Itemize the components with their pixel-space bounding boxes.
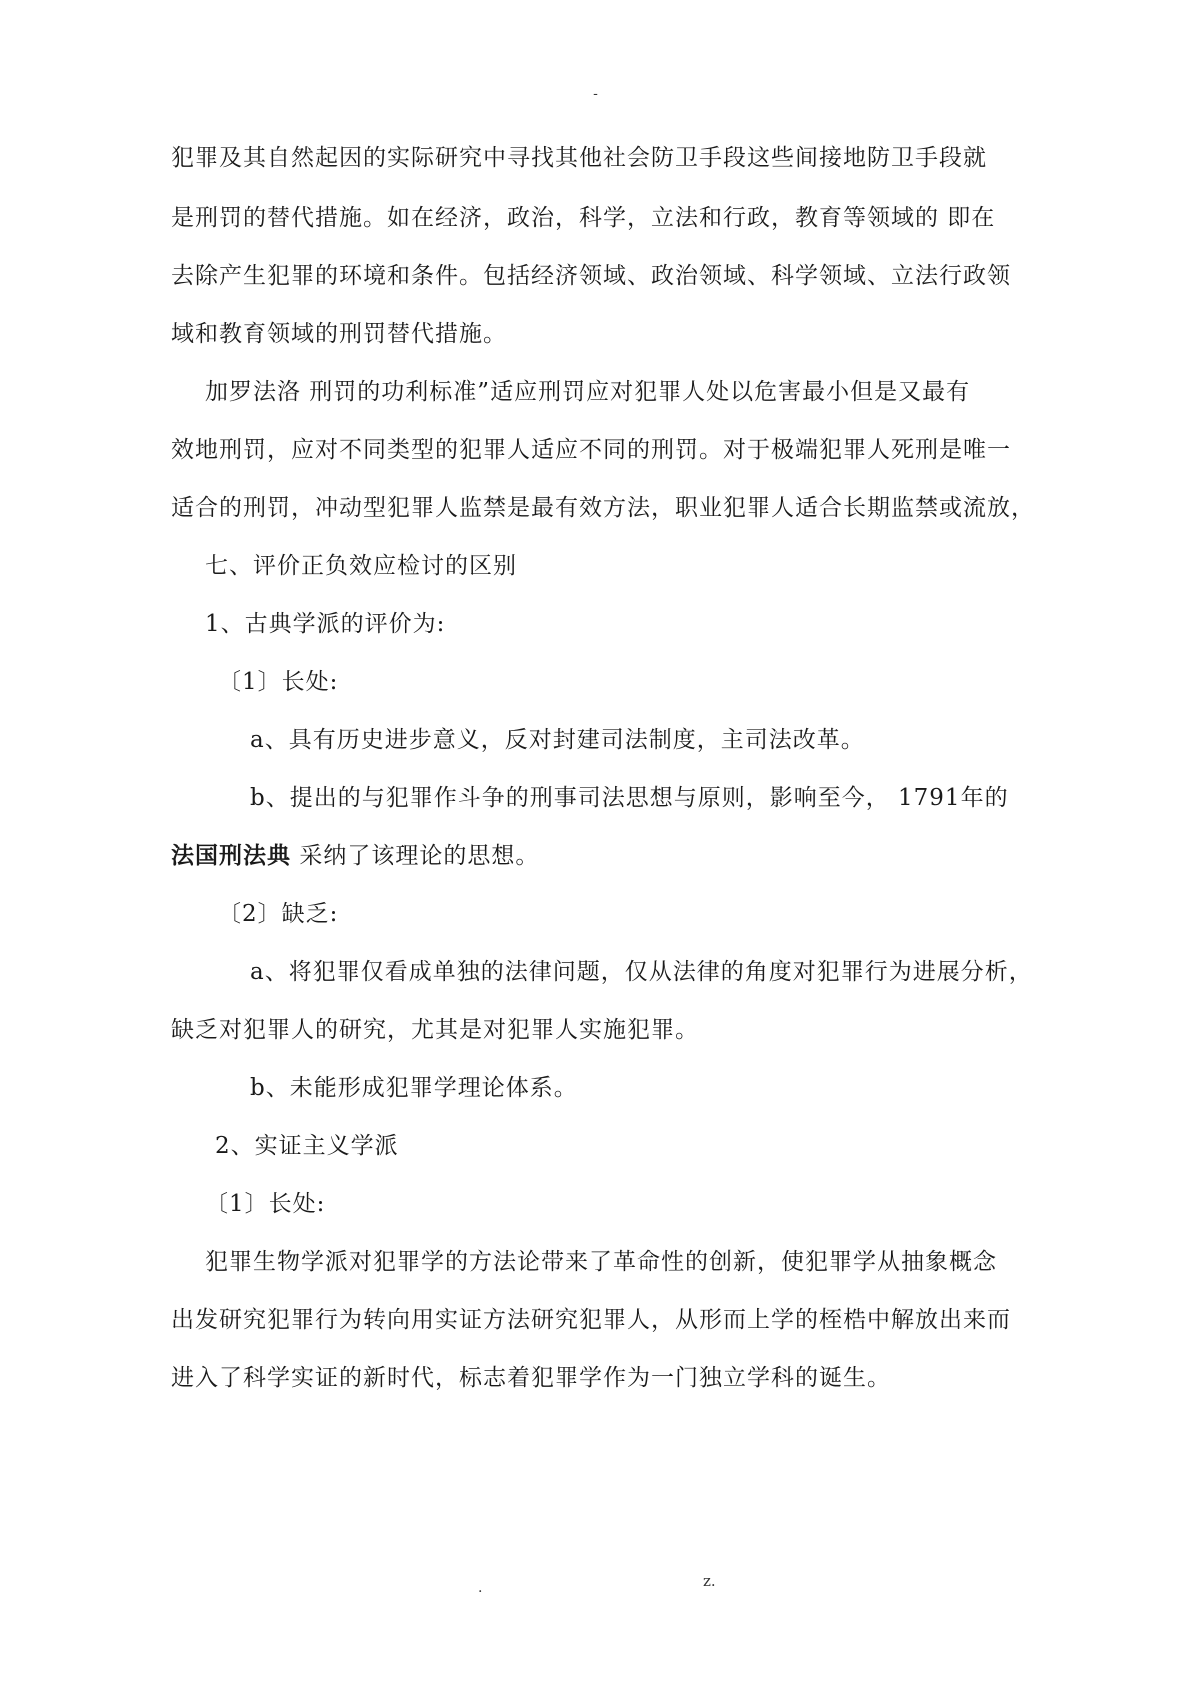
text-line: 适合的刑罚，冲动型犯罪人监禁是最有效方法，职业犯罪人适合长期监禁或流放， <box>171 495 1035 521</box>
text-line: a、具有历史进步意义，反对封建司法制度，主司法改革。 <box>250 727 865 753</box>
text-line: a、将犯罪仅看成单独的法律问题，仅从法律的角度对犯罪行为进展分析， <box>250 959 1033 985</box>
text-line: 犯罪及其自然起因的实际研究中寻找其他社会防卫手段这些间接地防卫手段就 <box>171 145 987 171</box>
footer-mark-left: . <box>478 1580 483 1596</box>
bold-term: 法国刑法典 <box>171 842 291 869</box>
text-line: 犯罪生物学派对犯罪学的方法论带来了革命性的创新，使犯罪学从抽象概念 <box>205 1249 997 1275</box>
text-line-rest: 采纳了该理论的思想。 <box>299 843 540 869</box>
item-heading: 〔1〕长处: <box>205 1191 326 1217</box>
footer-mark-right: z. <box>703 1572 716 1590</box>
text-line: 进入了科学实证的新时代，标志着犯罪学作为一门独立学科的诞生。 <box>171 1365 891 1391</box>
text-line: 缺乏对犯罪人的研究，尤其是对犯罪人实施犯罪。 <box>171 1017 699 1043</box>
item-heading: 〔1〕长处: <box>218 669 339 695</box>
subsection-heading: 2、实证主义学派 <box>215 1133 399 1159</box>
text-line: 出发研究犯罪行为转向用实证方法研究犯罪人，从形而上学的桎梏中解放出来而 <box>171 1307 1011 1333</box>
text-line: 是刑罚的替代措施。如在经济，政治，科学，立法和行政，教育等领域的 即在 <box>171 205 996 231</box>
item-heading: 〔2〕缺乏: <box>218 901 339 927</box>
text-line: 效地刑罚，应对不同类型的犯罪人适应不同的刑罚。对于极端犯罪人死刑是唯一 <box>171 437 1011 463</box>
text-line: 域和教育领域的刑罚替代措施。 <box>171 321 507 347</box>
subsection-heading: 1、古典学派的评价为: <box>205 611 446 637</box>
text-line: b、提出的与犯罪作斗争的刑事司法思想与原则，影响至今， 1791年的 <box>250 785 1009 811</box>
text-line: b、未能形成犯罪学理论体系。 <box>250 1075 578 1101</box>
text-line: 加罗法洛 刑罚的功利标准”适应刑罚应对犯罪人处以危害最小但是又最有 <box>205 379 971 405</box>
header-mark: - <box>593 86 598 102</box>
text-line <box>171 840 539 872</box>
text-line: 去除产生犯罪的环境和条件。包括经济领域、政治领域、科学领域、立法行政领 <box>171 263 1011 289</box>
section-heading: 七、评价正负效应检讨的区别 <box>205 553 517 579</box>
